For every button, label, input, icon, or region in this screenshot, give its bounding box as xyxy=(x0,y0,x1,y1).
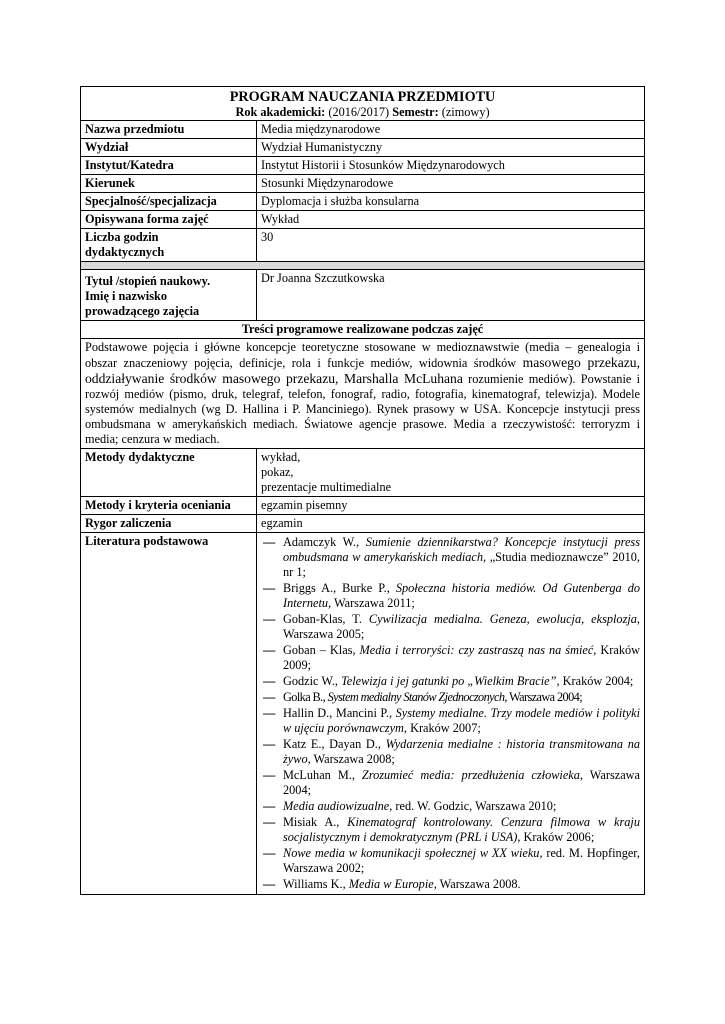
semester-label: Semestr: xyxy=(392,105,439,119)
literatura-list xyxy=(261,535,640,892)
literatura-title: Telewizja i jej gatunki po „Wielkim Bracie” xyxy=(341,674,557,688)
literatura-rest: , Warszawa 2008. xyxy=(433,877,521,891)
literatura-rest: , Kraków 2007; xyxy=(403,721,481,735)
rygor-label: Rygor zaliczenia xyxy=(81,515,257,533)
row-godziny xyxy=(81,229,645,262)
literatura-author: Golka B., xyxy=(283,690,328,704)
literatura-rest: , Kraków 2004; xyxy=(556,674,634,688)
literatura-rest: red. W. Godzic, Warszawa 2010; xyxy=(392,799,557,813)
list-dash: — xyxy=(263,643,276,657)
row-specjalnosc xyxy=(81,193,645,211)
literatura-label: Literatura podstawowa xyxy=(81,533,257,895)
literatura-item xyxy=(261,799,640,814)
tresci-content-row xyxy=(81,339,645,449)
metody-item: wykład, xyxy=(261,450,301,464)
header-row xyxy=(81,87,645,121)
tresci-title-row xyxy=(81,321,645,339)
literatura-item xyxy=(261,815,640,845)
godziny-label xyxy=(81,229,257,262)
literatura-title: Wydarzenia medialne : historia transmitowana na żywo, xyxy=(283,737,640,766)
literatura-value xyxy=(257,533,645,895)
literatura-item xyxy=(261,535,640,580)
literatura-item xyxy=(261,706,640,736)
academic-year-line xyxy=(85,105,640,119)
list-dash: — xyxy=(263,877,276,891)
literatura-author: Goban-Klas, T. xyxy=(283,612,369,626)
literatura-rest: „Studia medioznawcze” 2010, nr 1; xyxy=(283,550,640,579)
spec-label: Specjalność/specjalizacja xyxy=(81,193,257,211)
list-dash: — xyxy=(263,690,275,704)
kierunek-label: Kierunek xyxy=(81,175,257,193)
row-wydzial xyxy=(81,139,645,157)
list-dash: — xyxy=(263,674,276,688)
godziny-value: 30 xyxy=(257,229,645,262)
list-dash: — xyxy=(263,799,276,813)
literatura-title: Społeczna historia mediów. Od Gutenberga do Internetu, xyxy=(283,581,640,610)
gray-separator xyxy=(81,262,645,270)
separator-row xyxy=(81,262,645,270)
forma-label: Opisywana forma zajęć xyxy=(81,211,257,229)
literatura-title: Media w Europie xyxy=(348,877,434,891)
prowadzacy-label-line2: Imię i nazwisko xyxy=(85,289,167,303)
literatura-author: Briggs A., Burke P., xyxy=(283,581,396,595)
prowadzacy-label-line3: prowadzącego zajęcia xyxy=(85,304,200,318)
year-label: Rok akademicki: xyxy=(235,105,326,119)
list-dash: — xyxy=(263,581,276,595)
literatura-author: Godzic W., xyxy=(283,674,342,688)
prowadzacy-value: Dr Joanna Szczutkowska xyxy=(257,270,645,321)
spec-value: Dyplomacja i służba konsularna xyxy=(257,193,645,211)
tresci-title: Treści programowe realizowane podczas zajęć xyxy=(81,321,645,339)
literatura-item xyxy=(261,877,640,892)
row-literatura xyxy=(81,533,645,895)
literatura-title: System medialny Stanów Zjednoczonych xyxy=(327,690,505,704)
ocena-value: egzamin pisemny xyxy=(257,497,645,515)
nazwa-label: Nazwa przedmiotu xyxy=(81,121,257,139)
rygor-value: egzamin xyxy=(257,515,645,533)
literatura-item xyxy=(261,612,640,642)
list-dash: — xyxy=(263,846,276,860)
literatura-title: Nowe media w komunikacji społecznej w XX wieku, xyxy=(283,846,543,860)
program-table xyxy=(80,86,645,895)
literatura-title: Cywilizacja medialna. Geneza, ewolucja, eksplozja xyxy=(368,612,637,626)
metody-item: prezentacje multimedialne xyxy=(261,480,392,494)
metody-value xyxy=(257,449,645,497)
nazwa-value: Media międzynarodowe xyxy=(257,121,645,139)
literatura-item xyxy=(261,690,640,705)
instytut-label: Instytut/Katedra xyxy=(81,157,257,175)
literatura-item xyxy=(261,674,640,689)
tresci-part1: Podstawowe pojęcia i główne koncepcje teoretyczne stosowane w medioznawstwie (media – genealogia i obszar znaczeniowy pojęcia, definicje, rola i funkcje mediów, widownia środków xyxy=(85,340,640,370)
document-page xyxy=(80,86,644,895)
literatura-author: Williams K., xyxy=(283,877,349,891)
metody-item: pokaz, xyxy=(261,465,294,479)
tresci-content xyxy=(81,339,645,449)
forma-value: Wykład xyxy=(257,211,645,229)
list-dash: — xyxy=(263,815,276,829)
metody-label: Metody dydaktyczne xyxy=(81,449,257,497)
row-instytut xyxy=(81,157,645,175)
literatura-item xyxy=(261,643,640,673)
literatura-title: Kinematograf kontrolowany. Cenzura filmowa w kraju socjalistycznym i demokratycznym (PRL i USA) xyxy=(283,815,640,844)
literatura-rest: , Warszawa 2004; xyxy=(504,690,583,704)
kierunek-value: Stosunki Międzynarodowe xyxy=(257,175,645,193)
literatura-rest: Warszawa 2008; xyxy=(310,752,395,766)
list-dash: — xyxy=(263,706,276,720)
list-dash: — xyxy=(263,535,276,549)
literatura-author: Misiak A., xyxy=(283,815,348,829)
literatura-item xyxy=(261,581,640,611)
godziny-label-line2: dydaktycznych xyxy=(85,245,165,259)
literatura-title: Media i terroryści: czy zastraszą nas na śmieć, xyxy=(359,643,597,657)
literatura-item xyxy=(261,737,640,767)
row-forma xyxy=(81,211,645,229)
literatura-title: Systemy medialne. Trzy modele mediów i polityki w ujęciu porównawczym xyxy=(283,706,640,735)
godziny-label-line1: Liczba godzin xyxy=(85,230,159,244)
literatura-author: Goban – Klas, xyxy=(283,643,360,657)
prowadzacy-label xyxy=(81,270,257,321)
list-dash: — xyxy=(263,737,276,751)
document-title: PROGRAM NAUCZANIA PRZEDMIOTU xyxy=(229,89,496,105)
literatura-author: Katz E., Dayan D., xyxy=(283,737,386,751)
literatura-title: Sumienie dziennikarstwa? Koncepcje instytucji press ombudsmana w amerykańskich mediach, xyxy=(283,535,640,564)
literatura-author: McLuhan M., xyxy=(283,768,362,782)
row-prowadzacy xyxy=(81,270,645,321)
ocena-label: Metody i kryteria oceniania xyxy=(81,497,257,515)
row-rygor xyxy=(81,515,645,533)
row-kierunek xyxy=(81,175,645,193)
literatura-rest: , Warszawa 2005; xyxy=(283,612,640,641)
literatura-rest: red. M. Hopfinger, Warszawa 2002; xyxy=(283,846,640,875)
prowadzacy-label-line1: Tytuł /stopień naukowy. xyxy=(85,274,211,288)
instytut-value: Instytut Historii i Stosunków Międzynarodowych xyxy=(257,157,645,175)
row-metody xyxy=(81,449,645,497)
literatura-rest: , Kraków 2006; xyxy=(517,830,595,844)
literatura-title: Media audiowizualne, xyxy=(283,799,393,813)
year-value: (2016/2017) xyxy=(328,105,390,119)
list-dash: — xyxy=(263,768,276,782)
list-dash: — xyxy=(263,612,276,626)
literatura-author: Adamczyk W., xyxy=(283,535,366,549)
row-nazwa xyxy=(81,121,645,139)
literatura-item xyxy=(261,768,640,798)
literatura-item xyxy=(261,846,640,876)
tresci-part2: masowego przekazu, oddziaływanie środków masowego przekazu, Marshalla McLuhana xyxy=(85,355,640,386)
literatura-rest: Kraków 2009; xyxy=(283,643,640,672)
literatura-rest: Warszawa 2011; xyxy=(331,596,415,610)
literatura-rest: Warszawa 2004; xyxy=(283,768,640,797)
literatura-author: Hallin D., Mancini P., xyxy=(283,706,396,720)
tresci-part3: rozumienie mediów). Powstanie i rozwój mediów (pismo, druk, telegraf, telefon, fonograf, radio, fotografia, kinematograf, telewizja). Modele systemów medialnych (wg D. Hallina i P. Manciniego). Rynek prasowy w USA. Koncepcje instytucji press ombudsmana w amerykańskich mediach. Światowe agencje prasowe. Media a rzeczywistość: terroryzm i media; cenzura w mediach. xyxy=(85,372,641,446)
semester-value: (zimowy) xyxy=(441,105,490,119)
literatura-title: Zrozumieć media: przedłużenia człowieka, xyxy=(361,768,583,782)
wydzial-label: Wydział xyxy=(81,139,257,157)
row-ocena xyxy=(81,497,645,515)
wydzial-value: Wydział Humanistyczny xyxy=(257,139,645,157)
